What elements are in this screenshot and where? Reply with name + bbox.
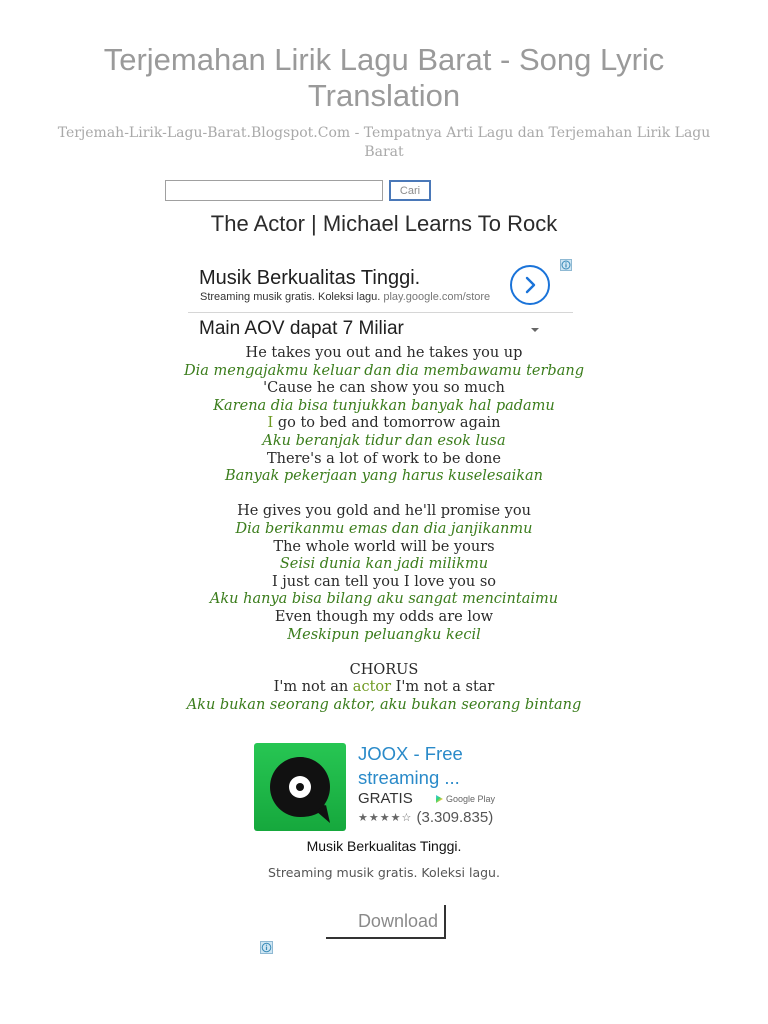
lyric-line-translation: Dia berikanmu emas dan dia janjikanmu [235,520,533,537]
download-button[interactable]: Download [326,905,446,939]
lyric-line-en: There's a lot of work to be done [267,450,501,467]
lyric-line-part: I'm not an [273,679,353,696]
info-icon[interactable] [260,941,273,954]
lyric-line-translation: Seisi dunia kan jadi milikmu [279,556,489,573]
app-price: GRATIS [358,790,413,807]
app-install-ad[interactable] [254,743,534,833]
google-play-label: Google Play [436,794,495,804]
lyric-line-translation: Dia mengajakmu keluar dan dia membawamu terbang [184,362,584,379]
lyric-line-en: I just can tell you I love you so [271,573,497,590]
lyric-line-en [134,415,634,433]
ad-subtext-text: Streaming musik gratis. Koleksi lagu. [200,291,381,303]
chorus-label: CHORUS [349,661,419,678]
lyric-line-rest: go to bed and tomorrow again [273,415,501,432]
lyric-line-translation: Banyak pekerjaan yang harus kuselesaikan [225,468,543,485]
ad-headline[interactable]: Musik Berkualitas Tinggi. [199,267,421,289]
lyric-line-translation: Aku hanya bisa bilang aku sangat mencintaimu [209,591,559,608]
lyric-line-translation: Aku bukan seorang aktor, aku bukan seorang bintang [186,696,582,713]
lyric-spacer [134,486,634,504]
lyrics-body [134,345,634,714]
lyric-line-en: The whole world will be yours [273,538,495,555]
chevron-right-icon[interactable] [510,265,550,305]
ad-banner-top[interactable] [188,258,573,313]
lyric-spacer [134,644,634,662]
lyric-line-en: 'Cause he can show you so much [263,380,505,397]
promo-text[interactable]: Main AOV dapat 7 Miliar [199,318,404,339]
lyric-line-en: He gives you gold and he'll promise you [237,503,531,520]
post-title[interactable]: The Actor | Michael Learns To Rock [210,211,558,236]
ad-url[interactable]: play.google.com/store [383,291,491,303]
search-input[interactable] [165,180,383,201]
star-rating-icon: ★★★★☆ [358,812,413,824]
lyric-line-translation: Karena dia bisa tunjukkan banyak hal padamu [213,397,555,414]
search-button[interactable]: Cari [389,180,431,201]
info-icon[interactable] [560,259,572,271]
lyric-line-part: I'm not a star [391,679,495,696]
site-description: Terjemah-Lirik-Lagu-Barat.Blogspot.Com - Tempatnya Arti Lagu dan Terjemahan Lirik Lagu Barat [57,125,711,160]
lyric-line-en: Even though my odds are low [274,608,494,625]
lyric-highlight: I [267,415,274,432]
app-ad-headline[interactable]: Musik Berkualitas Tinggi. [306,838,462,854]
lyric-line-translation: Aku beranjak tidur dan esok lusa [262,432,506,449]
lyric-line-en: He takes you out and he takes you up [245,345,523,361]
app-rating [358,809,493,826]
ad-subtext [200,291,490,303]
lyric-highlight: actor [352,679,392,696]
lyric-line-translation: Meskipun peluangku kecil [287,626,481,643]
app-name-link[interactable]: JOOX - Free streaming ... [358,743,463,788]
lyric-line-en [134,679,634,697]
caret-down-icon[interactable] [531,328,539,332]
site-title[interactable]: Terjemahan Lirik Lagu Barat - Song Lyric Translation [103,42,665,113]
vinyl-record-icon[interactable] [254,743,346,831]
app-ad-description: Streaming musik gratis. Koleksi lagu. [268,865,500,880]
rating-count: (3.309.835) [416,809,494,826]
promo-banner[interactable] [188,318,573,342]
